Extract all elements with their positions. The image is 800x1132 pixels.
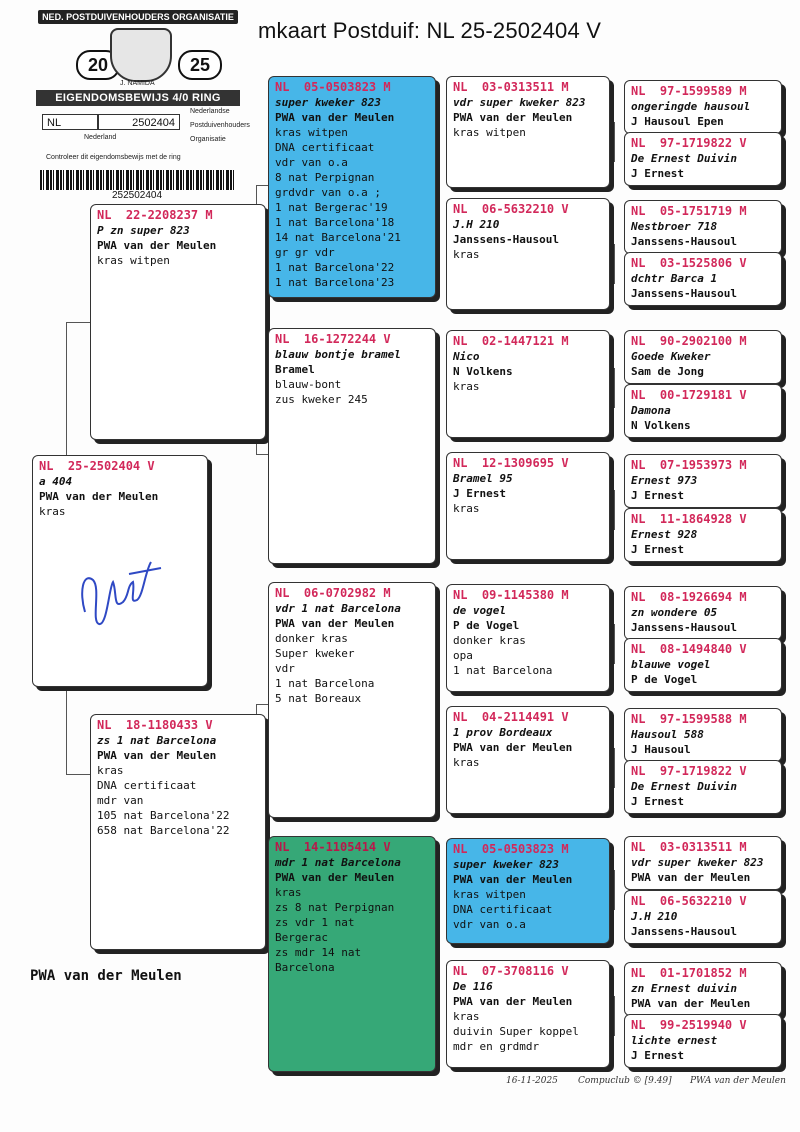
barcode-icon	[40, 170, 236, 190]
ring-number: NL 06-5632210 V	[453, 202, 569, 216]
pigeon-card-gggp	[624, 586, 782, 640]
ring-number: NL 04-2114491 V	[453, 710, 569, 724]
pigeon-note: 658 nat Barcelona'22	[97, 824, 230, 837]
pigeon-card-gggp	[624, 890, 782, 944]
pigeon-card-ggp	[446, 706, 610, 814]
pigeon-card-gggp	[624, 836, 782, 890]
pigeon-name: de vogel	[453, 604, 506, 617]
pigeon-card-gggp	[624, 252, 782, 306]
pigeon-card-ggp	[446, 838, 610, 944]
pigeon-card-main	[32, 455, 208, 687]
pigeon-name: mdr 1 nat Barcelona	[275, 856, 401, 869]
pigeon-owner: Janssens-Hausoul	[631, 621, 737, 634]
pigeon-note: kras	[453, 756, 480, 769]
pigeon-card-gggp	[624, 638, 782, 692]
pigeon-name: Goede Kweker	[631, 350, 711, 363]
pigeon-note: 1 nat Barcelona	[275, 677, 375, 690]
lion-emblem-icon	[110, 28, 172, 82]
connector-line	[614, 624, 615, 664]
pigeon-note: zus kweker 245	[275, 393, 368, 406]
pigeon-name: a 404	[39, 475, 73, 488]
pigeon-note: kras	[39, 505, 66, 518]
pigeon-owner: J Ernest	[631, 543, 684, 556]
pigeon-owner: J Ernest	[631, 167, 684, 180]
ring-number: NL 07-1953973 M	[631, 458, 747, 472]
connector-line	[66, 322, 67, 456]
legend-n: Nederlandse	[190, 108, 230, 115]
pigeon-card-sire-sire	[268, 76, 436, 298]
connector-line	[256, 704, 268, 705]
pigeon-owner: PWA van der Meulen	[275, 871, 395, 884]
connector-line	[438, 890, 439, 1012]
pigeon-card-gggp	[624, 760, 782, 814]
emblem-label: J. NAMIDA	[120, 80, 155, 87]
pigeon-name: 1 prov Bordeaux	[453, 726, 553, 739]
pigeon-note: 8 nat Perpignan	[275, 171, 375, 184]
pigeon-name: ongeringde hausoul	[631, 100, 751, 113]
pigeon-note: Bergerac	[275, 931, 328, 944]
pigeon-note: 5 nat Boreaux	[275, 692, 362, 705]
ring-number: NL 05-0503823 M	[453, 842, 569, 856]
pigeon-note: kras	[453, 1010, 480, 1023]
ring-number: NL 97-1719822 V	[631, 136, 747, 150]
pigeon-note: grdvdr van o.a ;	[275, 186, 381, 199]
pigeon-owner: N Volkens	[453, 365, 513, 378]
footer-owner: PWA van der Meulen	[690, 1076, 786, 1086]
pigeon-note: DNA certificaat	[453, 903, 553, 916]
connector-line	[66, 774, 90, 775]
pigeon-card-ggp	[446, 452, 610, 560]
pigeon-note: zs mdr 14 nat	[275, 946, 362, 959]
certificate-year-left: 20	[76, 50, 120, 80]
pigeon-note: kras witpen	[453, 126, 526, 139]
pigeon-owner: J Ernest	[453, 487, 506, 500]
pigeon-note: vdr van o.a	[275, 156, 348, 169]
pigeon-note: DNA certificaat	[275, 141, 375, 154]
pigeon-card-ggp	[446, 330, 610, 438]
pigeon-card-gggp	[624, 80, 782, 134]
pigeon-name: De Ernest Duivin	[631, 152, 737, 165]
pigeon-owner: PWA van der Meulen	[453, 111, 573, 124]
pigeon-name: Bramel 95	[453, 472, 513, 485]
pigeon-note: 1 nat Barcelona'23	[275, 276, 395, 289]
pigeon-owner: PWA van der Meulen	[453, 995, 573, 1008]
pigeon-name: blauw bontje bramel	[275, 348, 401, 361]
ring-number: NL 03-1525806 V	[631, 256, 747, 270]
pigeon-card-sire	[90, 204, 266, 440]
pigeon-owner: PWA van der Meulen	[39, 490, 159, 503]
pigeon-card-ggp	[446, 960, 610, 1068]
pigeon-card-gggp	[624, 1014, 782, 1068]
pigeon-owner: J Ernest	[631, 489, 684, 502]
pigeon-card-gggp	[624, 454, 782, 508]
connector-line	[614, 368, 615, 408]
certificate-band: EIGENDOMSBEWIJS 4/0 RING	[36, 90, 240, 106]
footer-software: Compuclub © [9.49]	[578, 1076, 672, 1086]
pigeon-owner: Janssens-Hausoul	[631, 925, 737, 938]
ring-number: NL 02-1447121 M	[453, 334, 569, 348]
legend-p: Postduivenhouders	[190, 122, 250, 129]
connector-line	[256, 185, 268, 186]
pigeon-name: vdr 1 nat Barcelona	[275, 602, 401, 615]
ring-number: NL 07-3708116 V	[453, 964, 569, 978]
pigeon-owner: Bramel	[275, 363, 315, 376]
pigeon-name: Nico	[453, 350, 480, 363]
footer-date: 16-11-2025	[506, 1076, 558, 1086]
pigeon-owner: J Hausoul Epen	[631, 115, 724, 128]
ring-number: NL 03-0313511 M	[453, 80, 569, 94]
pigeon-owner: N Volkens	[631, 419, 691, 432]
ring-number: NL 90-2902100 M	[631, 334, 747, 348]
pigeon-card-dam	[90, 714, 266, 950]
pigeon-note: kras witpen	[97, 254, 170, 267]
ring-number: NL 97-1599589 M	[631, 84, 747, 98]
connector-line	[614, 244, 615, 284]
pigeon-owner: P de Vogel	[631, 673, 698, 686]
pigeon-owner: PWA van der Meulen	[275, 111, 395, 124]
pigeon-note: 1 nat Bergerac'19	[275, 201, 388, 214]
connector-line	[438, 386, 439, 502]
ring-number: NL 25-2502404 V	[39, 459, 155, 473]
pigeon-note: DNA certificaat	[97, 779, 197, 792]
ownership-certificate	[32, 10, 250, 201]
pigeon-name: zn Ernest duivin	[631, 982, 737, 995]
pigeon-note: 1 nat Barcelona'18	[275, 216, 395, 229]
certificate-note: Controleer dit eigendomsbewijs met de ring	[46, 154, 181, 161]
connector-line	[256, 454, 268, 455]
barcode-number: 252502404	[112, 190, 163, 201]
ring-number: NL 06-0702982 M	[275, 586, 391, 600]
pigeon-note: blauw-bont	[275, 378, 342, 391]
pigeon-name: zs 1 nat Barcelona	[97, 734, 217, 747]
pigeon-note: 1 nat Barcelona'22	[275, 261, 395, 274]
connector-line	[614, 748, 615, 788]
pigeon-name: super kweker 823	[453, 858, 559, 871]
pigeon-note: kras	[453, 502, 480, 515]
ring-number: NL 06-5632210 V	[631, 894, 747, 908]
pigeon-owner: J Hausoul	[631, 743, 691, 756]
ring-number: NL 22-2208237 M	[97, 208, 213, 222]
pigeon-name: De Ernest Duivin	[631, 780, 737, 793]
pigeon-owner: P de Vogel	[453, 619, 520, 632]
connector-line	[614, 996, 615, 1036]
pigeon-name: Ernest 973	[631, 474, 698, 487]
ring-number: NL 09-1145380 M	[453, 588, 569, 602]
pigeon-note: Barcelona	[275, 961, 335, 974]
pigeon-note: mdr van	[97, 794, 144, 807]
pigeon-name: Hausoul 588	[631, 728, 704, 741]
pigeon-note: donker kras	[275, 632, 348, 645]
legend-o: Organisatie	[190, 136, 226, 143]
ring-number: NL 14-1105414 V	[275, 840, 391, 854]
pigeon-note: vdr van o.a	[453, 918, 526, 931]
connector-line	[614, 490, 615, 530]
pigeon-owner: PWA van der Meulen	[453, 741, 573, 754]
ring-number: NL 16-1272244 V	[275, 332, 391, 346]
pigeon-card-sire-dam	[268, 328, 436, 564]
pigeon-card-ggp	[446, 584, 610, 692]
pigeon-owner: Janssens-Hausoul	[631, 235, 737, 248]
pigeon-owner: PWA van der Meulen	[631, 997, 751, 1010]
pigeon-note: kras witpen	[275, 126, 348, 139]
pigeon-name: super kweker 823	[275, 96, 381, 109]
pigeon-name: Damona	[631, 404, 671, 417]
ring-number: NL 12-1309695 V	[453, 456, 569, 470]
ring-number: NL 08-1494840 V	[631, 642, 747, 656]
pigeon-owner: J Ernest	[631, 795, 684, 808]
pigeon-owner: PWA van der Meulen	[275, 617, 395, 630]
ring-number: NL 00-1729181 V	[631, 388, 747, 402]
pigeon-card-gggp	[624, 962, 782, 1016]
pigeon-name: zn wondere 05	[631, 606, 718, 619]
pigeon-note: 1 nat Barcelona	[453, 664, 553, 677]
pigeon-owner: PWA van der Meulen	[97, 239, 217, 252]
pigeon-note: kras witpen	[453, 888, 526, 901]
pigeon-note: 105 nat Barcelona'22	[97, 809, 230, 822]
pigeon-card-gggp	[624, 384, 782, 438]
certificate-country-name: Nederland	[84, 134, 117, 141]
certificate-country: NL	[42, 114, 98, 130]
pigeon-name: vdr super kweker 823	[631, 856, 764, 869]
pigeon-owner: Sam de Jong	[631, 365, 704, 378]
connector-line	[438, 134, 439, 254]
pigeon-name: blauwe vogel	[631, 658, 711, 671]
pigeon-name: P zn super 823	[97, 224, 190, 237]
pigeon-name: J.H 210	[453, 218, 500, 231]
pigeon-note: kras	[97, 764, 124, 777]
pigeon-name: vdr super kweker 823	[453, 96, 586, 109]
pigeon-name: J.H 210	[631, 910, 678, 923]
pigeon-note: duivin Super koppel	[453, 1025, 579, 1038]
pigeon-note: mdr en grdmdr	[453, 1040, 540, 1053]
connector-line	[66, 688, 67, 774]
pigeon-card-dam-sire	[268, 582, 436, 818]
pigeon-card-gggp	[624, 508, 782, 562]
ring-number: NL 08-1926694 M	[631, 590, 747, 604]
pigeon-note: gr gr vdr	[275, 246, 335, 259]
ring-number: NL 11-1864928 V	[631, 512, 747, 526]
pigeon-name: De 116	[453, 980, 493, 993]
pigeon-name: lichte ernest	[631, 1034, 718, 1047]
connector-line	[614, 870, 615, 910]
pigeon-owner: Janssens-Hausoul	[453, 233, 559, 246]
pigeon-note: kras	[275, 886, 302, 899]
ring-number: NL 97-1599588 M	[631, 712, 747, 726]
pigeon-card-gggp	[624, 200, 782, 254]
pigeon-note: Super kweker	[275, 647, 355, 660]
pigeon-note: vdr	[275, 662, 295, 675]
connector-line	[614, 122, 615, 162]
pigeon-note: kras	[453, 380, 480, 393]
page-title: mkaart Postduif: NL 25-2502404 V	[258, 18, 602, 43]
connector-line	[66, 322, 90, 323]
connector-line	[438, 640, 439, 760]
pigeon-name: Nestbroer 718	[631, 220, 718, 233]
pigeon-note: donker kras	[453, 634, 526, 647]
pigeon-card-ggp	[446, 76, 610, 188]
pigeon-card-gggp	[624, 708, 782, 762]
ring-number: NL 05-0503823 M	[275, 80, 391, 94]
certificate-org: NED. POSTDUIVENHOUDERS ORGANISATIE	[38, 10, 238, 24]
pigeon-name: Ernest 928	[631, 528, 698, 541]
pigeon-note: kras	[453, 248, 480, 261]
ring-number: NL 05-1751719 M	[631, 204, 747, 218]
pigeon-owner: Janssens-Hausoul	[631, 287, 737, 300]
pigeon-card-ggp	[446, 198, 610, 310]
pigeon-card-gggp	[624, 330, 782, 384]
pigeon-card-dam-dam	[268, 836, 436, 1072]
pigeon-owner: PWA van der Meulen	[453, 873, 573, 886]
pigeon-owner: PWA van der Meulen	[97, 749, 217, 762]
ring-number: NL 01-1701852 M	[631, 966, 747, 980]
pigeon-owner: J Ernest	[631, 1049, 684, 1062]
ring-number: NL 99-2519940 V	[631, 1018, 747, 1032]
signature-icon	[73, 542, 163, 632]
pigeon-note: zs 8 nat Perpignan	[275, 901, 395, 914]
certificate-ring-number: 2502404	[98, 114, 180, 130]
ring-number: NL 03-0313511 M	[631, 840, 747, 854]
pigeon-card-gggp	[624, 132, 782, 186]
pigeon-owner: PWA van der Meulen	[631, 871, 751, 884]
ring-number: NL 97-1719822 V	[631, 764, 747, 778]
pigeon-note: 14 nat Barcelona'21	[275, 231, 401, 244]
certificate-year-right: 25	[178, 50, 222, 80]
ring-number: NL 18-1180433 V	[97, 718, 213, 732]
pigeon-name: dchtr Barca 1	[631, 272, 718, 285]
owner-signature-name: PWA van der Meulen	[30, 968, 182, 984]
pigeon-note: opa	[453, 649, 473, 662]
pigeon-note: zs vdr 1 nat	[275, 916, 355, 929]
